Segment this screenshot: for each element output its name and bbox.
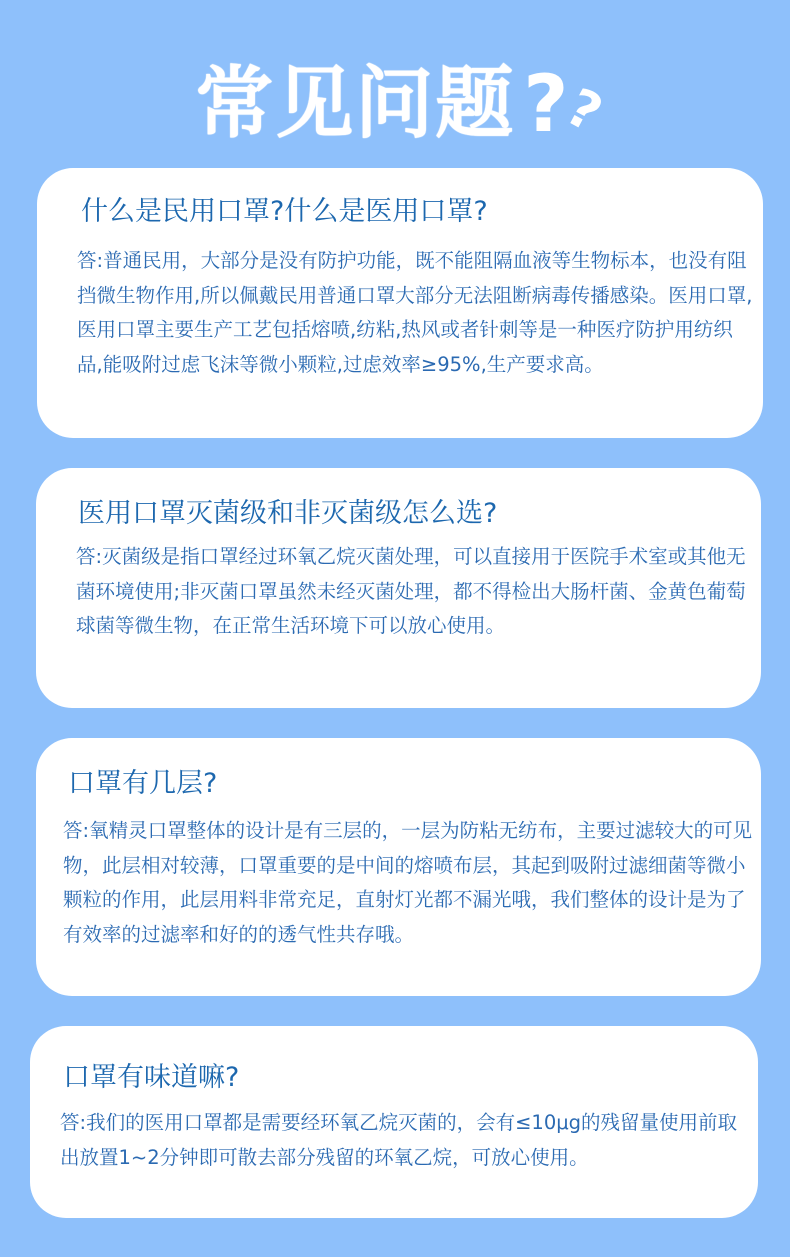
question-marks-icon (523, 60, 611, 150)
question-mark-large: ? (523, 60, 569, 150)
faq-answer: 答:我们的医用口罩都是需要经环氧乙烷灭菌的，会有≤10μg的残留量使用前取出放置1~2分钟即可散去部分残留的环氧乙烷，可放心使用。 (60, 1111, 738, 1169)
faq-question: 口罩有味道嘛? (63, 1062, 240, 1093)
faq-answer: 答:氧精灵口罩整体的设计是有三层的，一层为防粘无纺布，主要过滤较大的可见物，此层相对较薄，口罩重要的是中间的熔喷布层，其起到吸附过滤细菌等微小颗粒的作用，此层用料非常充足，直射灯光都不漏光哦，我们整体的设计是为了有效率的过滤率和好的的透气性共存哦。 (63, 819, 753, 946)
page-header (0, 54, 790, 154)
faq-card-sterile-choice (36, 468, 761, 708)
faq-answer: 答:灭菌级是指口罩经过环氧乙烷灭菌处理，可以直接用于医院手术室或其他无菌环境使用;非灭菌口罩虽然未经灭菌处理，都不得检出大肠杆菌、金黄色葡萄球菌等微生物，在正常生活环境下可以放心使用。 (76, 545, 746, 637)
faq-question: 口罩有几层? (68, 768, 218, 799)
page-title: 常见问题 (195, 59, 516, 149)
faq-card-mask-smell (30, 1026, 758, 1218)
faq-question: 什么是民用口罩?什么是医用口罩? (81, 196, 488, 227)
faq-card-mask-layers (36, 738, 761, 996)
question-mark-small: ? (555, 77, 611, 145)
faq-answer: 答:普通民用，大部分是没有防护功能，既不能阻隔血液等生物标本，也没有阻挡微生物作用,所以佩戴民用普通口罩大部分无法阻断病毒传播感染。医用口罩,医用口罩主要生产工艺包括熔喷,纺粘,热风或者针刺等是一种医疗防护用纺织品,能吸附过虑飞沫等微小颗粒,过虑效率≥95%,生产要求高。 (77, 249, 753, 376)
faq-question: 医用口罩灭菌级和非灭菌级怎么选? (78, 498, 498, 529)
faq-card-civil-vs-medical (37, 168, 763, 438)
